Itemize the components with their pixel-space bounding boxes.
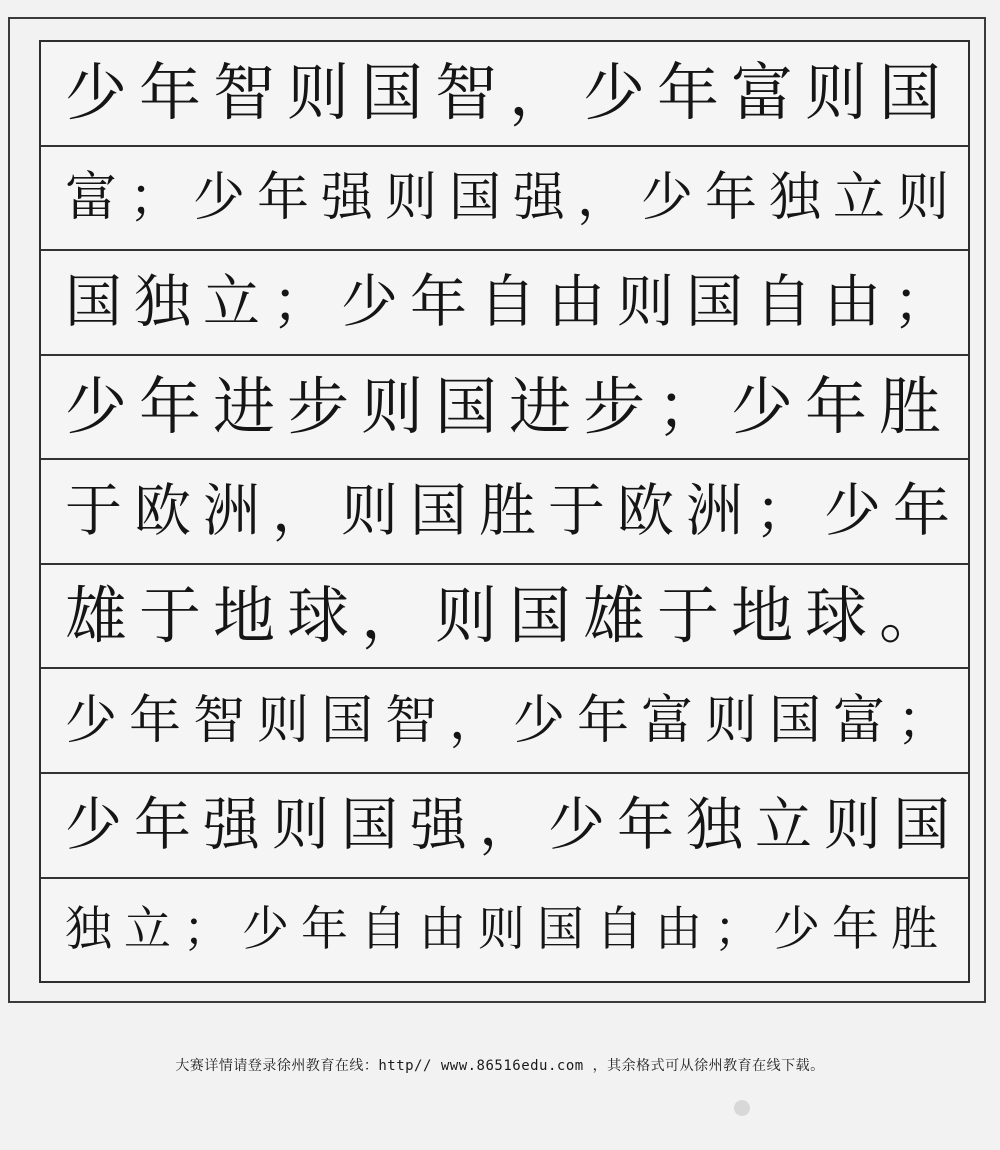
grid-row [41, 774, 968, 879]
grid-row [41, 251, 968, 356]
grid-row [41, 147, 968, 252]
practice-line: 国独立；少年自由则国自由； [65, 268, 962, 335]
grid-row [41, 42, 968, 147]
grid-row [41, 565, 968, 670]
paper-smudge [734, 1100, 750, 1116]
grid-row [41, 460, 968, 565]
practice-line: 于欧洲，则国胜于欧洲；少年 [65, 478, 962, 545]
practice-line: 独立；少年自由则国自由；少年胜 [65, 902, 950, 958]
footer-note: 大赛详情请登录徐州教育在线：http// www.86516edu.com ，其余格式可从徐州教育在线下载。 [175, 1058, 825, 1074]
grid-row [41, 356, 968, 461]
writing-grid [39, 40, 970, 983]
practice-line: 富；少年强则国强，少年独立则 [65, 167, 962, 228]
grid-row [41, 879, 968, 982]
practice-line: 少年强则国强，少年独立则国 [65, 791, 962, 858]
practice-line: 少年进步则国进步；少年胜 [65, 369, 954, 443]
practice-line: 少年智则国智，少年富则国富； [65, 690, 962, 751]
practice-line: 少年智则国智，少年富则国 [65, 56, 954, 130]
grid-row [41, 669, 968, 774]
grid-rows [41, 42, 968, 981]
practice-line: 雄于地球，则国雄于地球。 [65, 579, 954, 653]
